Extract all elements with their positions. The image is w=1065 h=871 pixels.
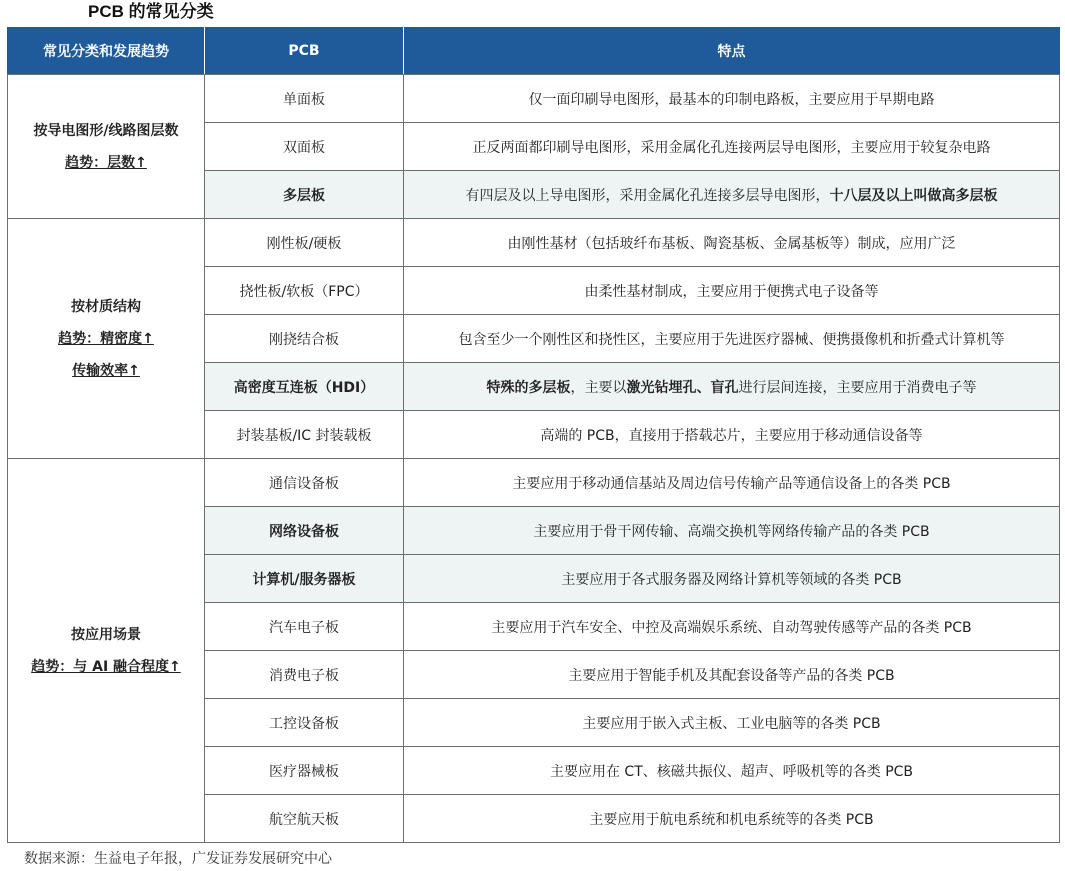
pcb-classification-table xyxy=(7,27,1060,843)
header-category: 常见分类和发展趋势 xyxy=(8,28,205,75)
category-cell-layers xyxy=(8,75,205,219)
feature-emphasis: 十八层及以上叫做高多层板 xyxy=(829,187,998,204)
pcb-feature: 主要应用于移动通信基站及周边信号传输产品等通信设备上的各类 PCB xyxy=(404,459,1060,507)
category-label: 按材质结构 xyxy=(71,298,141,315)
feature-emphasis: 特殊的多层板 xyxy=(486,379,571,396)
trend-label: 趋势：层数↑ xyxy=(65,154,147,171)
trend-label: 传输效率↑ xyxy=(72,362,140,379)
pcb-name: 工控设备板 xyxy=(205,699,404,747)
category-label: 按应用场景 xyxy=(71,626,141,643)
source-note: 数据来源：生益电子年报，广发证券发展研究中心 xyxy=(24,851,332,867)
pcb-name: 计算机/服务器板 xyxy=(205,555,404,603)
trend-label: 趋势：精密度↑ xyxy=(58,330,154,347)
pcb-name: 刚性板/硬板 xyxy=(205,219,404,267)
pcb-name: 医疗器械板 xyxy=(205,747,404,795)
page-title: PCB 的常见分类 xyxy=(88,2,214,21)
pcb-feature: 主要应用于各式服务器及网络计算机等领域的各类 PCB xyxy=(404,555,1060,603)
pcb-feature: 主要应用于汽车安全、中控及高端娱乐系统、自动驾驶传感等产品的各类 PCB xyxy=(404,603,1060,651)
feature-text: ，主要以 xyxy=(570,379,627,396)
pcb-feature: 主要应用在 CT、核磁共振仪、超声、呼吸机等的各类 PCB xyxy=(404,747,1060,795)
trend-label: 趋势：与 AI 融合程度↑ xyxy=(31,658,181,675)
pcb-name: 网络设备板 xyxy=(205,507,404,555)
table-row xyxy=(8,219,1060,267)
pcb-name: 挠性板/软板（FPC） xyxy=(205,267,404,315)
pcb-feature: 由刚性基材（包括玻纤布基板、陶瓷基板、金属基板等）制成，应用广泛 xyxy=(404,219,1060,267)
pcb-name: 消费电子板 xyxy=(205,651,404,699)
pcb-name: 航空航天板 xyxy=(205,795,404,843)
table-header-row xyxy=(8,28,1060,75)
pcb-name: 多层板 xyxy=(205,171,404,219)
header-feature: 特点 xyxy=(404,28,1060,75)
pcb-name: 汽车电子板 xyxy=(205,603,404,651)
category-cell-application xyxy=(8,459,205,843)
pcb-feature: 主要应用于智能手机及其配套设备等产品的各类 PCB xyxy=(404,651,1060,699)
pcb-feature: 正反两面都印刷导电图形，采用金属化孔连接两层导电图形，主要应用于较复杂电路 xyxy=(404,123,1060,171)
table-row xyxy=(8,459,1060,507)
pcb-name: 双面板 xyxy=(205,123,404,171)
pcb-feature xyxy=(404,363,1060,411)
category-label: 按导电图形/线路图层数 xyxy=(33,122,179,139)
pcb-feature: 包含至少一个刚性区和挠性区，主要应用于先进医疗器械、便携摄像机和折叠式计算机等 xyxy=(404,315,1060,363)
pcb-feature: 由柔性基材制成，主要应用于便携式电子设备等 xyxy=(404,267,1060,315)
pcb-name: 刚挠结合板 xyxy=(205,315,404,363)
pcb-feature: 主要应用于骨干网传输、高端交换机等网络传输产品的各类 PCB xyxy=(404,507,1060,555)
pcb-feature: 高端的 PCB，直接用于搭载芯片，主要应用于移动通信设备等 xyxy=(404,411,1060,459)
pcb-name: 高密度互连板（HDI） xyxy=(205,363,404,411)
feature-emphasis: 激光钻埋孔、盲孔 xyxy=(626,379,739,396)
pcb-name: 通信设备板 xyxy=(205,459,404,507)
pcb-feature: 主要应用于嵌入式主板、工业电脑等的各类 PCB xyxy=(404,699,1060,747)
table-row xyxy=(8,75,1060,123)
category-cell-material xyxy=(8,219,205,459)
pcb-feature xyxy=(404,171,1060,219)
pcb-name: 单面板 xyxy=(205,75,404,123)
header-pcb: PCB xyxy=(205,28,404,75)
feature-text: 进行层间连接，主要应用于消费电子等 xyxy=(738,379,977,396)
feature-text: 有四层及以上导电图形，采用金属化孔连接多层导电图形， xyxy=(465,187,830,204)
pcb-feature: 仅一面印刷导电图形，最基本的印制电路板，主要应用于早期电路 xyxy=(404,75,1060,123)
pcb-feature: 主要应用于航电系统和机电系统等的各类 PCB xyxy=(404,795,1060,843)
pcb-name: 封装基板/IC 封装载板 xyxy=(205,411,404,459)
